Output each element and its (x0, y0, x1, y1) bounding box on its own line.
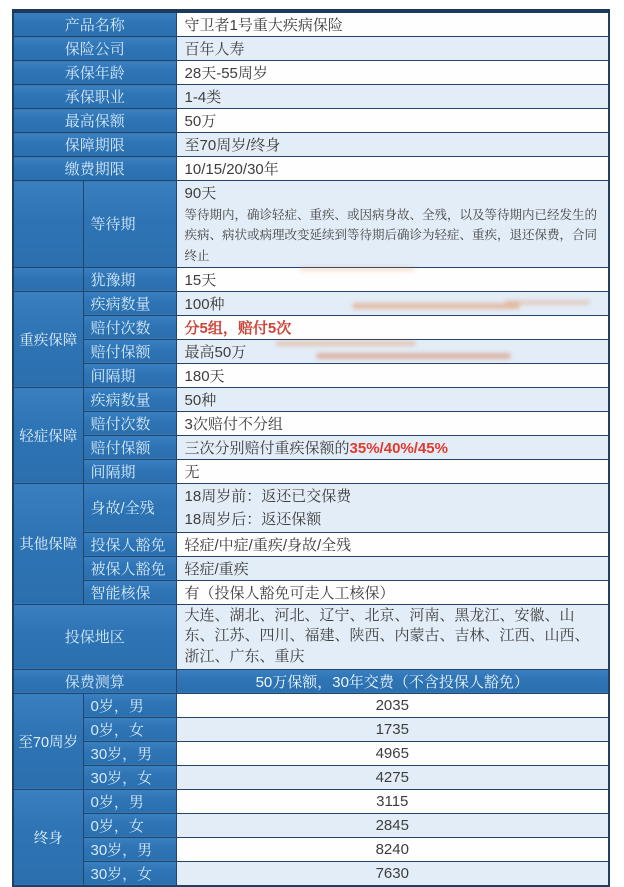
label-smart-underwriting: 智能核保 (83, 580, 176, 604)
label-age-range: 承保年龄 (13, 61, 176, 85)
value-hesitation-period: 15天 (176, 267, 609, 291)
label-life-30-male: 30岁，男 (83, 837, 176, 861)
label-payment-period: 缴费期限 (13, 157, 176, 181)
label-waiting-period: 等待期 (83, 181, 176, 268)
group-cell-empty (13, 181, 83, 268)
value-life-30-male: 8240 (176, 837, 609, 861)
ci-payout-highlight: 分5组，赔付5次 (184, 319, 292, 337)
group-cell-empty (13, 267, 83, 291)
value-policyholder-waiver: 轻症/中症/重疾/身故/全残 (176, 532, 609, 556)
waiting-period-days: 90天 (184, 185, 217, 202)
group-mild-illness: 轻症保障 (13, 387, 83, 483)
label-regions: 投保地区 (13, 604, 176, 669)
value-max-coverage: 50万 (176, 109, 609, 133)
value-ci-disease-count: 100种 (176, 291, 609, 315)
label-coverage-period: 保障期限 (13, 133, 176, 157)
label-hesitation-period: 犹豫期 (83, 267, 176, 291)
value-to70-0-female: 1735 (176, 717, 609, 741)
premium-calc-conditions: 50万保额，30年交费（不含投保人豁免） (176, 669, 609, 693)
value-occupation: 1-4类 (176, 85, 609, 109)
value-life-0-male: 3115 (176, 789, 609, 813)
label-occupation: 承保职业 (13, 85, 176, 109)
insurance-table (12, 9, 610, 887)
label-max-coverage: 最高保额 (13, 109, 176, 133)
label-to70-0-male: 0岁，男 (83, 693, 176, 717)
label-product-name: 产品名称 (13, 11, 176, 37)
value-coverage-period: 至70周岁/终身 (176, 133, 609, 157)
value-death-disability (176, 483, 609, 532)
value-mi-payout-amount (176, 435, 609, 459)
label-mi-interval: 间隔期 (83, 459, 176, 483)
value-to70-30-female: 4275 (176, 765, 609, 789)
death-after-18: 18周岁后：返还保额 (184, 510, 322, 528)
label-life-30-female: 30岁，女 (83, 861, 176, 886)
value-age-range: 28天-55周岁 (176, 61, 609, 85)
mi-payout-prefix: 三次分别赔付重疾保额的 (184, 439, 350, 457)
label-policyholder-waiver: 投保人豁免 (83, 532, 176, 556)
group-other-protection: 其他保障 (13, 483, 83, 604)
label-to70-0-female: 0岁，女 (83, 717, 176, 741)
label-insured-waiver: 被保人豁免 (83, 556, 176, 580)
label-mi-payout-amount: 赔付保额 (83, 435, 176, 459)
value-ci-payout-times (176, 315, 609, 339)
label-ci-disease-count: 疾病数量 (83, 291, 176, 315)
waiting-period-description: 等待期内，确诊轻症、重疾、或因病身故、全残，以及等待期内已经发生的疾病、病状或病理改变延续到等待期后确诊为轻症、重疾，退还保费，合同终止 (184, 208, 598, 263)
group-critical-illness: 重疾保障 (13, 291, 83, 387)
group-lifetime: 终身 (13, 789, 83, 886)
label-death-disability: 身故/全残 (83, 483, 176, 532)
value-ci-interval: 180天 (176, 363, 609, 387)
value-mi-disease-count: 50种 (176, 387, 609, 411)
label-premium-calc: 保费测算 (13, 669, 176, 693)
value-life-0-female: 2845 (176, 813, 609, 837)
label-ci-interval: 间隔期 (83, 363, 176, 387)
value-smart-underwriting: 有（投保人豁免可走人工核保） (176, 580, 609, 604)
label-to70-30-female: 30岁，女 (83, 765, 176, 789)
label-life-0-male: 0岁，男 (83, 789, 176, 813)
value-to70-0-male: 2035 (176, 693, 609, 717)
mi-payout-percentages: 35%/40%/45% (349, 439, 448, 457)
group-to-age-70: 至70周岁 (13, 693, 83, 789)
label-to70-30-male: 30岁，男 (83, 741, 176, 765)
value-mi-interval: 无 (176, 459, 609, 483)
label-mi-payout-times: 赔付次数 (83, 411, 176, 435)
label-ci-payout-amount: 赔付保额 (83, 339, 176, 363)
death-before-18: 18周岁前：返还已交保费 (184, 487, 352, 505)
value-regions: 大连、湖北、河北、辽宁、北京、河南、黑龙江、安徽、山东、江苏、四川、福建、陕西、内蒙古、吉林、江西、山西、浙江、广东、重庆 (176, 604, 609, 669)
value-insured-waiver: 轻症/重疾 (176, 556, 609, 580)
value-mi-payout-times: 3次赔付不分组 (176, 411, 609, 435)
value-product-name: 守卫者1号重大疾病保险 (176, 11, 609, 37)
value-company: 百年人寿 (176, 37, 609, 61)
label-life-0-female: 0岁，女 (83, 813, 176, 837)
value-life-30-female: 7630 (176, 861, 609, 886)
value-to70-30-male: 4965 (176, 741, 609, 765)
value-waiting-period (176, 181, 609, 268)
label-mi-disease-count: 疾病数量 (83, 387, 176, 411)
label-ci-payout-times: 赔付次数 (83, 315, 176, 339)
value-ci-payout-amount: 最高50万 (176, 339, 609, 363)
label-company: 保险公司 (13, 37, 176, 61)
value-payment-period: 10/15/20/30年 (176, 157, 609, 181)
